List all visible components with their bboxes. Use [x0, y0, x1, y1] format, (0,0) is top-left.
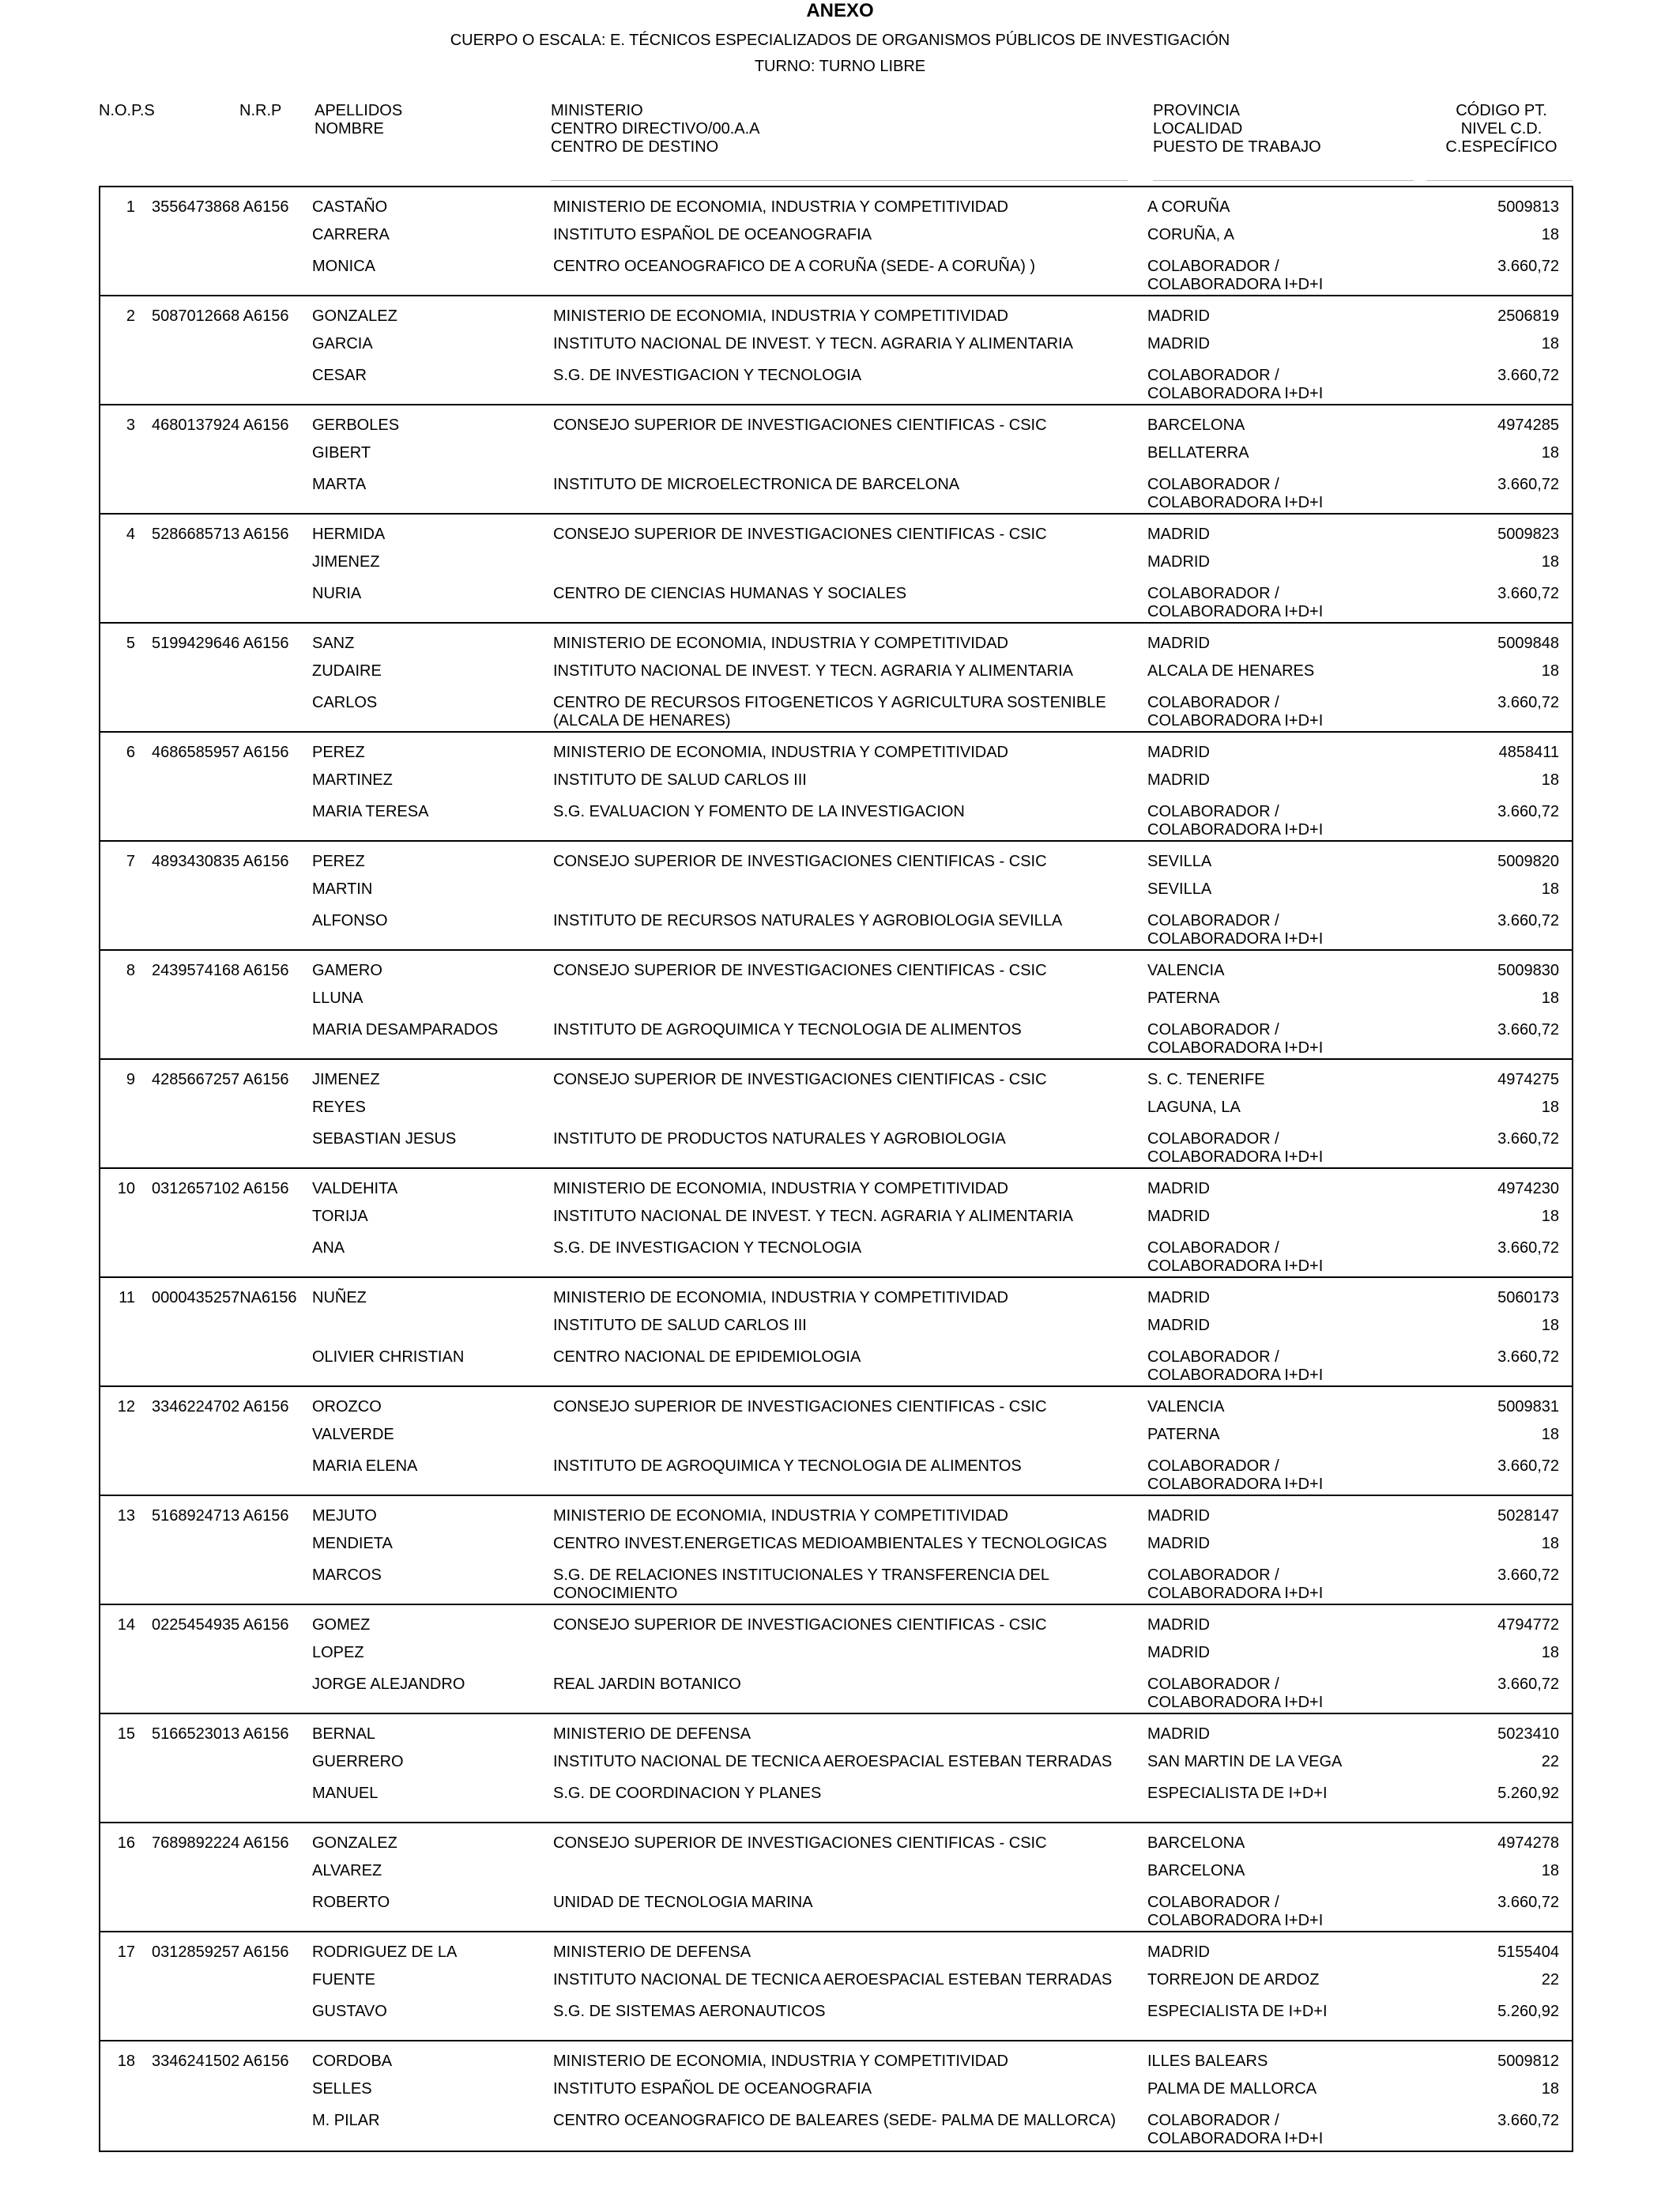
record-number: 8: [126, 962, 135, 979]
record-nivel: 18: [1541, 1208, 1559, 1225]
record-centro-destino: S.G. DE INVESTIGACION Y TECNOLOGIA: [553, 367, 862, 384]
record-puesto: ESPECIALISTA DE I+D+I: [1147, 1785, 1328, 1802]
record-number: 10: [117, 1180, 135, 1197]
record-centro-directivo: INSTITUTO DE SALUD CARLOS III: [553, 771, 807, 789]
record-provincia: VALENCIA: [1147, 1398, 1225, 1416]
cuerpo-escala: CUERPO O ESCALA: E. TÉCNICOS ESPECIALIZADOS DE ORGANISMOS PÚBLICOS DE INVESTIGACIÓN: [450, 32, 1230, 49]
record-apellido2: GARCIA: [312, 335, 373, 352]
record-localidad: ALCALA DE HENARES: [1147, 662, 1315, 680]
record-ministerio: MINISTERIO DE ECONOMIA, INDUSTRIA Y COMPETITIVIDAD: [553, 307, 1008, 325]
record-centro-destino: S.G. DE INVESTIGACION Y TECNOLOGIA: [553, 1239, 862, 1257]
record-especifico: 3.660,72: [1497, 585, 1559, 602]
record-codigo: 5009831: [1497, 1398, 1559, 1416]
record-especifico: 3.660,72: [1497, 912, 1559, 929]
record-nrp: 7689892224 A6156: [152, 1834, 289, 1852]
record-apellido2: GIBERT: [312, 444, 371, 462]
table-row: [99, 622, 1573, 731]
record-especifico: 3.660,72: [1497, 803, 1559, 820]
record-nombre: JORGE ALEJANDRO: [312, 1676, 465, 1693]
record-ministerio: CONSEJO SUPERIOR DE INVESTIGACIONES CIENTIFICAS - CSIC: [553, 526, 1047, 543]
record-number: 4: [126, 526, 135, 543]
record-provincia: BARCELONA: [1147, 417, 1245, 434]
header-puesto: PUESTO DE TRABAJO: [1153, 138, 1321, 156]
record-codigo: 5155404: [1497, 1943, 1559, 1961]
record-puesto: ESPECIALISTA DE I+D+I: [1147, 2003, 1328, 2020]
record-codigo: 5009823: [1497, 526, 1559, 543]
record-nivel: 18: [1541, 990, 1559, 1007]
record-nrp: 4285667257 A6156: [152, 1071, 289, 1088]
header-ministerio: MINISTERIO: [551, 102, 643, 119]
record-nrp: 5166523013 A6156: [152, 1725, 289, 1743]
record-localidad: SAN MARTIN DE LA VEGA: [1147, 1753, 1343, 1770]
record-especifico: 3.660,72: [1497, 694, 1559, 711]
record-centro-destino: CENTRO DE CIENCIAS HUMANAS Y SOCIALES: [553, 585, 907, 602]
record-apellido1: CORDOBA: [312, 2053, 393, 2070]
record-nivel: 18: [1541, 880, 1559, 898]
record-puesto: COLABORADOR / COLABORADORA I+D+I: [1147, 367, 1324, 402]
record-localidad: SEVILLA: [1147, 880, 1212, 898]
records-table: [99, 186, 1573, 2152]
record-especifico: 3.660,72: [1497, 258, 1559, 275]
record-nrp: 4680137924 A6156: [152, 417, 289, 434]
record-centro-destino: INSTITUTO DE AGROQUIMICA Y TECNOLOGIA DE ALIMENTOS: [553, 1457, 1022, 1475]
record-apellido1: GERBOLES: [312, 417, 400, 434]
record-apellido2: MENDIETA: [312, 1535, 393, 1552]
record-apellido1: OROZCO: [312, 1398, 382, 1416]
record-centro-destino: INSTITUTO DE MICROELECTRONICA DE BARCELONA: [553, 476, 960, 493]
table-row: [99, 1495, 1573, 1604]
record-centro-destino: INSTITUTO DE PRODUCTOS NATURALES Y AGROBIOLOGIA: [553, 1130, 1006, 1148]
record-nombre: CESAR: [312, 367, 367, 384]
record-provincia: MADRID: [1147, 307, 1210, 325]
record-especifico: 3.660,72: [1497, 1021, 1559, 1039]
record-centro-destino: S.G. DE SISTEMAS AERONAUTICOS: [553, 2003, 826, 2020]
record-ministerio: CONSEJO SUPERIOR DE INVESTIGACIONES CIENTIFICAS - CSIC: [553, 417, 1047, 434]
record-centro-directivo: INSTITUTO ESPAÑOL DE OCEANOGRAFIA: [553, 226, 872, 243]
record-ministerio: MINISTERIO DE ECONOMIA, INDUSTRIA Y COMPETITIVIDAD: [553, 1180, 1008, 1197]
header-apellidos-nombre: [315, 102, 402, 138]
record-nrp: 3346241502 A6156: [152, 2053, 289, 2070]
record-nombre: MONICA: [312, 258, 375, 275]
record-centro-directivo: INSTITUTO NACIONAL DE INVEST. Y TECN. AGRARIA Y ALIMENTARIA: [553, 335, 1073, 352]
table-row: [99, 1931, 1573, 2040]
header-underline: [551, 180, 1128, 181]
record-nrp: 5286685713 A6156: [152, 526, 289, 543]
record-apellido2: LLUNA: [312, 990, 363, 1007]
record-puesto: COLABORADOR / COLABORADORA I+D+I: [1147, 1676, 1324, 1711]
record-localidad: MADRID: [1147, 1644, 1210, 1661]
record-codigo: 4974285: [1497, 417, 1559, 434]
record-nivel: 18: [1541, 1426, 1559, 1443]
record-ministerio: MINISTERIO DE ECONOMIA, INDUSTRIA Y COMPETITIVIDAD: [553, 1507, 1008, 1525]
record-apellido2: LOPEZ: [312, 1644, 364, 1661]
record-codigo: 5060173: [1497, 1289, 1559, 1306]
header-nrp: N.R.P: [239, 102, 282, 119]
record-number: 2: [126, 307, 135, 325]
record-especifico: 5.260,92: [1497, 1785, 1559, 1802]
record-especifico: 3.660,72: [1497, 1457, 1559, 1475]
record-especifico: 3.660,72: [1497, 1566, 1559, 1584]
record-localidad: PATERNA: [1147, 1426, 1220, 1443]
record-nivel: 18: [1541, 1644, 1559, 1661]
record-localidad: PATERNA: [1147, 990, 1220, 1007]
record-apellido1: CASTAÑO: [312, 198, 388, 216]
record-especifico: 3.660,72: [1497, 1894, 1559, 1911]
record-centro-directivo: INSTITUTO NACIONAL DE TECNICA AEROESPACIAL ESTEBAN TERRADAS: [553, 1971, 1113, 1989]
record-centro-destino: CENTRO DE RECURSOS FITOGENETICOS Y AGRICULTURA SOSTENIBLE (ALCALA DE HENARES): [553, 694, 1106, 729]
record-centro-destino: S.G. DE RELACIONES INSTITUCIONALES Y TRANSFERENCIA DEL CONOCIMIENTO: [553, 1566, 1049, 1602]
record-apellido2: SELLES: [312, 2080, 372, 2098]
record-puesto: COLABORADOR / COLABORADORA I+D+I: [1147, 2112, 1324, 2147]
record-centro-destino: CENTRO NACIONAL DE EPIDEMIOLOGIA: [553, 1348, 861, 1366]
record-number: 17: [117, 1943, 135, 1961]
record-number: 18: [117, 2053, 135, 2070]
record-number: 15: [117, 1725, 135, 1743]
record-localidad: LAGUNA, LA: [1147, 1099, 1241, 1116]
record-apellido1: VALDEHITA: [312, 1180, 398, 1197]
record-apellido2: ZUDAIRE: [312, 662, 382, 680]
record-nombre: OLIVIER CHRISTIAN: [312, 1348, 465, 1366]
record-centro-directivo: INSTITUTO NACIONAL DE INVEST. Y TECN. AGRARIA Y ALIMENTARIA: [553, 662, 1073, 680]
record-localidad: MADRID: [1147, 771, 1210, 789]
record-apellido1: GONZALEZ: [312, 307, 397, 325]
record-nombre: MARIA DESAMPARADOS: [312, 1021, 499, 1039]
record-especifico: 3.660,72: [1497, 367, 1559, 384]
record-puesto: COLABORADOR / COLABORADORA I+D+I: [1147, 694, 1324, 729]
record-codigo: 5009812: [1497, 2053, 1559, 2070]
record-puesto: COLABORADOR / COLABORADORA I+D+I: [1147, 476, 1324, 511]
record-codigo: 5009830: [1497, 962, 1559, 979]
record-number: 14: [117, 1616, 135, 1634]
record-apellido1: PEREZ: [312, 744, 365, 761]
record-especifico: 3.660,72: [1497, 476, 1559, 493]
record-apellido2: JIMENEZ: [312, 553, 380, 571]
record-provincia: S. C. TENERIFE: [1147, 1071, 1265, 1088]
table-row: [99, 404, 1573, 513]
record-nombre: MARIA TERESA: [312, 803, 429, 820]
record-nombre: NURIA: [312, 585, 362, 602]
record-ministerio: MINISTERIO DE ECONOMIA, INDUSTRIA Y COMPETITIVIDAD: [553, 1289, 1008, 1306]
record-nombre: MARIA ELENA: [312, 1457, 418, 1475]
record-nombre: MARCOS: [312, 1566, 382, 1584]
record-ministerio: MINISTERIO DE DEFENSA: [553, 1943, 751, 1961]
header-ministerio-block: [551, 102, 760, 156]
record-localidad: MADRID: [1147, 1208, 1210, 1225]
record-especifico: 3.660,72: [1497, 1130, 1559, 1148]
record-apellido2: CARRERA: [312, 226, 390, 243]
record-apellido1: BERNAL: [312, 1725, 376, 1743]
header-centro-destino: CENTRO DE DESTINO: [551, 138, 719, 156]
record-codigo: 4858411: [1498, 744, 1559, 761]
record-nrp: 4893430835 A6156: [152, 853, 289, 870]
record-apellido2: FUENTE: [312, 1971, 375, 1989]
record-puesto: COLABORADOR / COLABORADORA I+D+I: [1147, 1021, 1324, 1057]
table-row: [99, 1713, 1573, 1822]
record-puesto: COLABORADOR / COLABORADORA I+D+I: [1147, 585, 1324, 620]
record-number: 7: [126, 853, 135, 870]
record-centro-directivo: CENTRO INVEST.ENERGETICAS MEDIOAMBIENTALES Y TECNOLOGICAS: [553, 1535, 1107, 1552]
record-centro-directivo: INSTITUTO ESPAÑOL DE OCEANOGRAFIA: [553, 2080, 872, 2098]
record-number: 11: [119, 1289, 135, 1306]
record-centro-destino: CENTRO OCEANOGRAFICO DE BALEARES (SEDE- PALMA DE MALLORCA): [553, 2112, 1116, 2129]
record-localidad: MADRID: [1147, 1317, 1210, 1334]
record-especifico: 3.660,72: [1497, 1676, 1559, 1693]
record-localidad: BARCELONA: [1147, 1862, 1245, 1879]
record-nrp: 3556473868 A6156: [152, 198, 289, 216]
record-ministerio: MINISTERIO DE DEFENSA: [553, 1725, 751, 1743]
header-localidad: LOCALIDAD: [1153, 120, 1243, 138]
record-centro-destino: INSTITUTO DE AGROQUIMICA Y TECNOLOGIA DE ALIMENTOS: [553, 1021, 1022, 1039]
record-apellido1: GONZALEZ: [312, 1834, 397, 1852]
record-nivel: 18: [1541, 771, 1559, 789]
record-number: 5: [126, 635, 135, 652]
record-provincia: MADRID: [1147, 1180, 1210, 1197]
record-ministerio: MINISTERIO DE ECONOMIA, INDUSTRIA Y COMPETITIVIDAD: [553, 2053, 1008, 2070]
record-puesto: COLABORADOR / COLABORADORA I+D+I: [1147, 1239, 1324, 1275]
record-provincia: BARCELONA: [1147, 1834, 1245, 1852]
record-ministerio: CONSEJO SUPERIOR DE INVESTIGACIONES CIENTIFICAS - CSIC: [553, 1834, 1047, 1852]
header-nops: N.O.P.S: [99, 102, 155, 119]
record-ministerio: CONSEJO SUPERIOR DE INVESTIGACIONES CIENTIFICAS - CSIC: [553, 1616, 1047, 1634]
header-provincia: PROVINCIA: [1153, 102, 1241, 119]
record-centro-destino: S.G. DE COORDINACION Y PLANES: [553, 1785, 822, 1802]
record-ministerio: MINISTERIO DE ECONOMIA, INDUSTRIA Y COMPETITIVIDAD: [553, 635, 1008, 652]
record-especifico: 5.260,92: [1497, 2003, 1559, 2020]
record-puesto: COLABORADOR / COLABORADORA I+D+I: [1147, 803, 1324, 839]
record-provincia: MADRID: [1147, 635, 1210, 652]
record-codigo: 5009848: [1497, 635, 1559, 652]
record-ministerio: CONSEJO SUPERIOR DE INVESTIGACIONES CIENTIFICAS - CSIC: [553, 1071, 1047, 1088]
record-nombre: ALFONSO: [312, 912, 388, 929]
record-nrp: 5199429646 A6156: [152, 635, 289, 652]
record-provincia: MADRID: [1147, 1289, 1210, 1306]
header-apellidos: APELLIDOS: [315, 102, 403, 119]
record-nrp: 0312657102 A6156: [152, 1180, 289, 1197]
record-localidad: BELLATERRA: [1147, 444, 1249, 462]
record-apellido1: MEJUTO: [312, 1507, 377, 1525]
record-nivel: 18: [1541, 662, 1559, 680]
record-nivel: 18: [1541, 2080, 1559, 2098]
header-underline: [1426, 180, 1573, 181]
record-apellido2: TORIJA: [312, 1208, 368, 1225]
record-nombre: ROBERTO: [312, 1894, 390, 1911]
record-apellido1: PEREZ: [312, 853, 365, 870]
record-nivel: 18: [1541, 1535, 1559, 1552]
record-ministerio: CONSEJO SUPERIOR DE INVESTIGACIONES CIENTIFICAS - CSIC: [553, 853, 1047, 870]
record-centro-destino: INSTITUTO DE RECURSOS NATURALES Y AGROBIOLOGIA SEVILLA: [553, 912, 1063, 929]
record-apellido2: GUERRERO: [312, 1753, 404, 1770]
record-nrp: 0225454935 A6156: [152, 1616, 289, 1634]
record-nombre: GUSTAVO: [312, 2003, 387, 2020]
header-nivel: NIVEL C.D.: [1460, 120, 1543, 138]
table-row: [99, 1058, 1573, 1167]
record-number: 16: [117, 1834, 135, 1852]
record-especifico: 3.660,72: [1497, 1239, 1559, 1257]
table-row: [99, 513, 1573, 622]
turno: TURNO: TURNO LIBRE: [754, 58, 926, 75]
record-apellido1: SANZ: [312, 635, 355, 652]
record-apellido1: GAMERO: [312, 962, 382, 979]
record-localidad: MADRID: [1147, 335, 1210, 352]
table-row: [99, 840, 1573, 949]
table-row: [99, 1167, 1573, 1276]
header-especifico: C.ESPECÍFICO: [1445, 138, 1558, 156]
record-provincia: VALENCIA: [1147, 962, 1225, 979]
record-provincia: MADRID: [1147, 1507, 1210, 1525]
record-nivel: 18: [1541, 226, 1559, 243]
record-nrp: 0312859257 A6156: [152, 1943, 289, 1961]
record-localidad: MADRID: [1147, 1535, 1210, 1552]
record-apellido1: NUÑEZ: [312, 1289, 367, 1306]
record-provincia: MADRID: [1147, 1616, 1210, 1634]
header-underline: [1153, 180, 1414, 181]
record-nivel: 18: [1541, 553, 1559, 571]
record-nombre: SEBASTIAN JESUS: [312, 1130, 457, 1148]
record-localidad: TORREJON DE ARDOZ: [1147, 1971, 1320, 1989]
record-ministerio: CONSEJO SUPERIOR DE INVESTIGACIONES CIENTIFICAS - CSIC: [553, 1398, 1047, 1416]
record-number: 9: [126, 1071, 135, 1088]
record-nrp: 5168924713 A6156: [152, 1507, 289, 1525]
header-nombre: NOMBRE: [315, 120, 384, 138]
table-row: [99, 295, 1573, 404]
record-especifico: 3.660,72: [1497, 1348, 1559, 1366]
record-nivel: 18: [1541, 1862, 1559, 1879]
record-provincia: MADRID: [1147, 744, 1210, 761]
record-localidad: CORUÑA, A: [1147, 226, 1235, 243]
record-puesto: COLABORADOR / COLABORADORA I+D+I: [1147, 1457, 1324, 1493]
record-centro-destino: S.G. EVALUACION Y FOMENTO DE LA INVESTIGACION: [553, 803, 965, 820]
record-ministerio: MINISTERIO DE ECONOMIA, INDUSTRIA Y COMPETITIVIDAD: [553, 744, 1008, 761]
record-apellido2: MARTINEZ: [312, 771, 393, 789]
record-nivel: 18: [1541, 335, 1559, 352]
record-apellido2: VALVERDE: [312, 1426, 394, 1443]
record-centro-destino: UNIDAD DE TECNOLOGIA MARINA: [553, 1894, 813, 1911]
record-apellido2: REYES: [312, 1099, 366, 1116]
record-nivel: 18: [1541, 444, 1559, 462]
record-apellido1: GOMEZ: [312, 1616, 371, 1634]
record-puesto: COLABORADOR / COLABORADORA I+D+I: [1147, 1566, 1324, 1602]
record-codigo: 4794772: [1497, 1616, 1559, 1634]
record-codigo: 4974275: [1497, 1071, 1559, 1088]
record-centro-directivo: INSTITUTO NACIONAL DE INVEST. Y TECN. AGRARIA Y ALIMENTARIA: [553, 1208, 1073, 1225]
record-puesto: COLABORADOR / COLABORADORA I+D+I: [1147, 1894, 1324, 1929]
record-localidad: PALMA DE MALLORCA: [1147, 2080, 1317, 2098]
record-number: 6: [126, 744, 135, 761]
record-codigo: 5009813: [1497, 198, 1559, 216]
record-number: 13: [117, 1507, 135, 1525]
record-nombre: ANA: [312, 1239, 345, 1257]
record-number: 3: [126, 417, 135, 434]
record-puesto: COLABORADOR / COLABORADORA I+D+I: [1147, 1130, 1324, 1166]
record-nombre: CARLOS: [312, 694, 378, 711]
record-ministerio: CONSEJO SUPERIOR DE INVESTIGACIONES CIENTIFICAS - CSIC: [553, 962, 1047, 979]
table-row: [99, 1604, 1573, 1713]
record-provincia: MADRID: [1147, 526, 1210, 543]
table-row: [99, 731, 1573, 840]
record-nrp: 2439574168 A6156: [152, 962, 289, 979]
record-nivel: 18: [1541, 1099, 1559, 1116]
header-centro-directivo: CENTRO DIRECTIVO/00.A.A: [551, 120, 760, 138]
record-nombre: MARTA: [312, 476, 367, 493]
record-number: 12: [117, 1398, 135, 1416]
record-apellido1: HERMIDA: [312, 526, 386, 543]
record-puesto: COLABORADOR / COLABORADORA I+D+I: [1147, 912, 1324, 948]
page-title: ANEXO: [806, 0, 874, 21]
record-provincia: MADRID: [1147, 1725, 1210, 1743]
record-provincia: ILLES BALEARS: [1147, 2053, 1268, 2070]
table-row: [99, 949, 1573, 1058]
record-provincia: MADRID: [1147, 1943, 1210, 1961]
record-centro-directivo: INSTITUTO DE SALUD CARLOS III: [553, 1317, 807, 1334]
header-codigo-block: [1422, 102, 1580, 156]
header-codigo: CÓDIGO PT.: [1456, 102, 1547, 119]
record-especifico: 3.660,72: [1497, 2112, 1559, 2129]
record-codigo: 5023410: [1497, 1725, 1559, 1743]
record-provincia: A CORUÑA: [1147, 198, 1230, 216]
record-codigo: 5028147: [1497, 1507, 1559, 1525]
record-centro-destino: CENTRO OCEANOGRAFICO DE A CORUÑA (SEDE- A CORUÑA) ): [553, 258, 1036, 275]
record-codigo: 5009820: [1497, 853, 1559, 870]
record-apellido1: RODRIGUEZ DE LA: [312, 1943, 458, 1961]
record-number: 1: [126, 198, 135, 216]
record-ministerio: MINISTERIO DE ECONOMIA, INDUSTRIA Y COMPETITIVIDAD: [553, 198, 1008, 216]
record-puesto: COLABORADOR / COLABORADORA I+D+I: [1147, 1348, 1324, 1384]
record-codigo: 4974230: [1497, 1180, 1559, 1197]
record-centro-destino: REAL JARDIN BOTANICO: [553, 1676, 741, 1693]
record-nrp: 5087012668 A6156: [152, 307, 289, 325]
record-codigo: 4974278: [1497, 1834, 1559, 1852]
record-centro-directivo: INSTITUTO NACIONAL DE TECNICA AEROESPACIAL ESTEBAN TERRADAS: [553, 1753, 1113, 1770]
record-nombre: M. PILAR: [312, 2112, 380, 2129]
table-row: [99, 1822, 1573, 1931]
record-nrp: 0000435257NA6156: [152, 1289, 297, 1306]
record-apellido2: MARTIN: [312, 880, 373, 898]
record-nrp: 3346224702 A6156: [152, 1398, 289, 1416]
record-nombre: MANUEL: [312, 1785, 379, 1802]
record-nivel: 18: [1541, 1317, 1559, 1334]
table-row: [99, 1385, 1573, 1495]
record-apellido2: ALVAREZ: [312, 1862, 382, 1879]
record-nrp: 4686585957 A6156: [152, 744, 289, 761]
record-nivel: 22: [1541, 1971, 1559, 1989]
table-row: [99, 186, 1573, 295]
record-puesto: COLABORADOR / COLABORADORA I+D+I: [1147, 258, 1324, 293]
record-provincia: SEVILLA: [1147, 853, 1212, 870]
record-localidad: MADRID: [1147, 553, 1210, 571]
header-provincia-block: [1153, 102, 1321, 156]
record-apellido1: JIMENEZ: [312, 1071, 380, 1088]
record-codigo: 2506819: [1497, 307, 1559, 325]
table-row: [99, 1276, 1573, 1385]
record-nivel: 22: [1541, 1753, 1559, 1770]
table-row: [99, 2040, 1573, 2152]
